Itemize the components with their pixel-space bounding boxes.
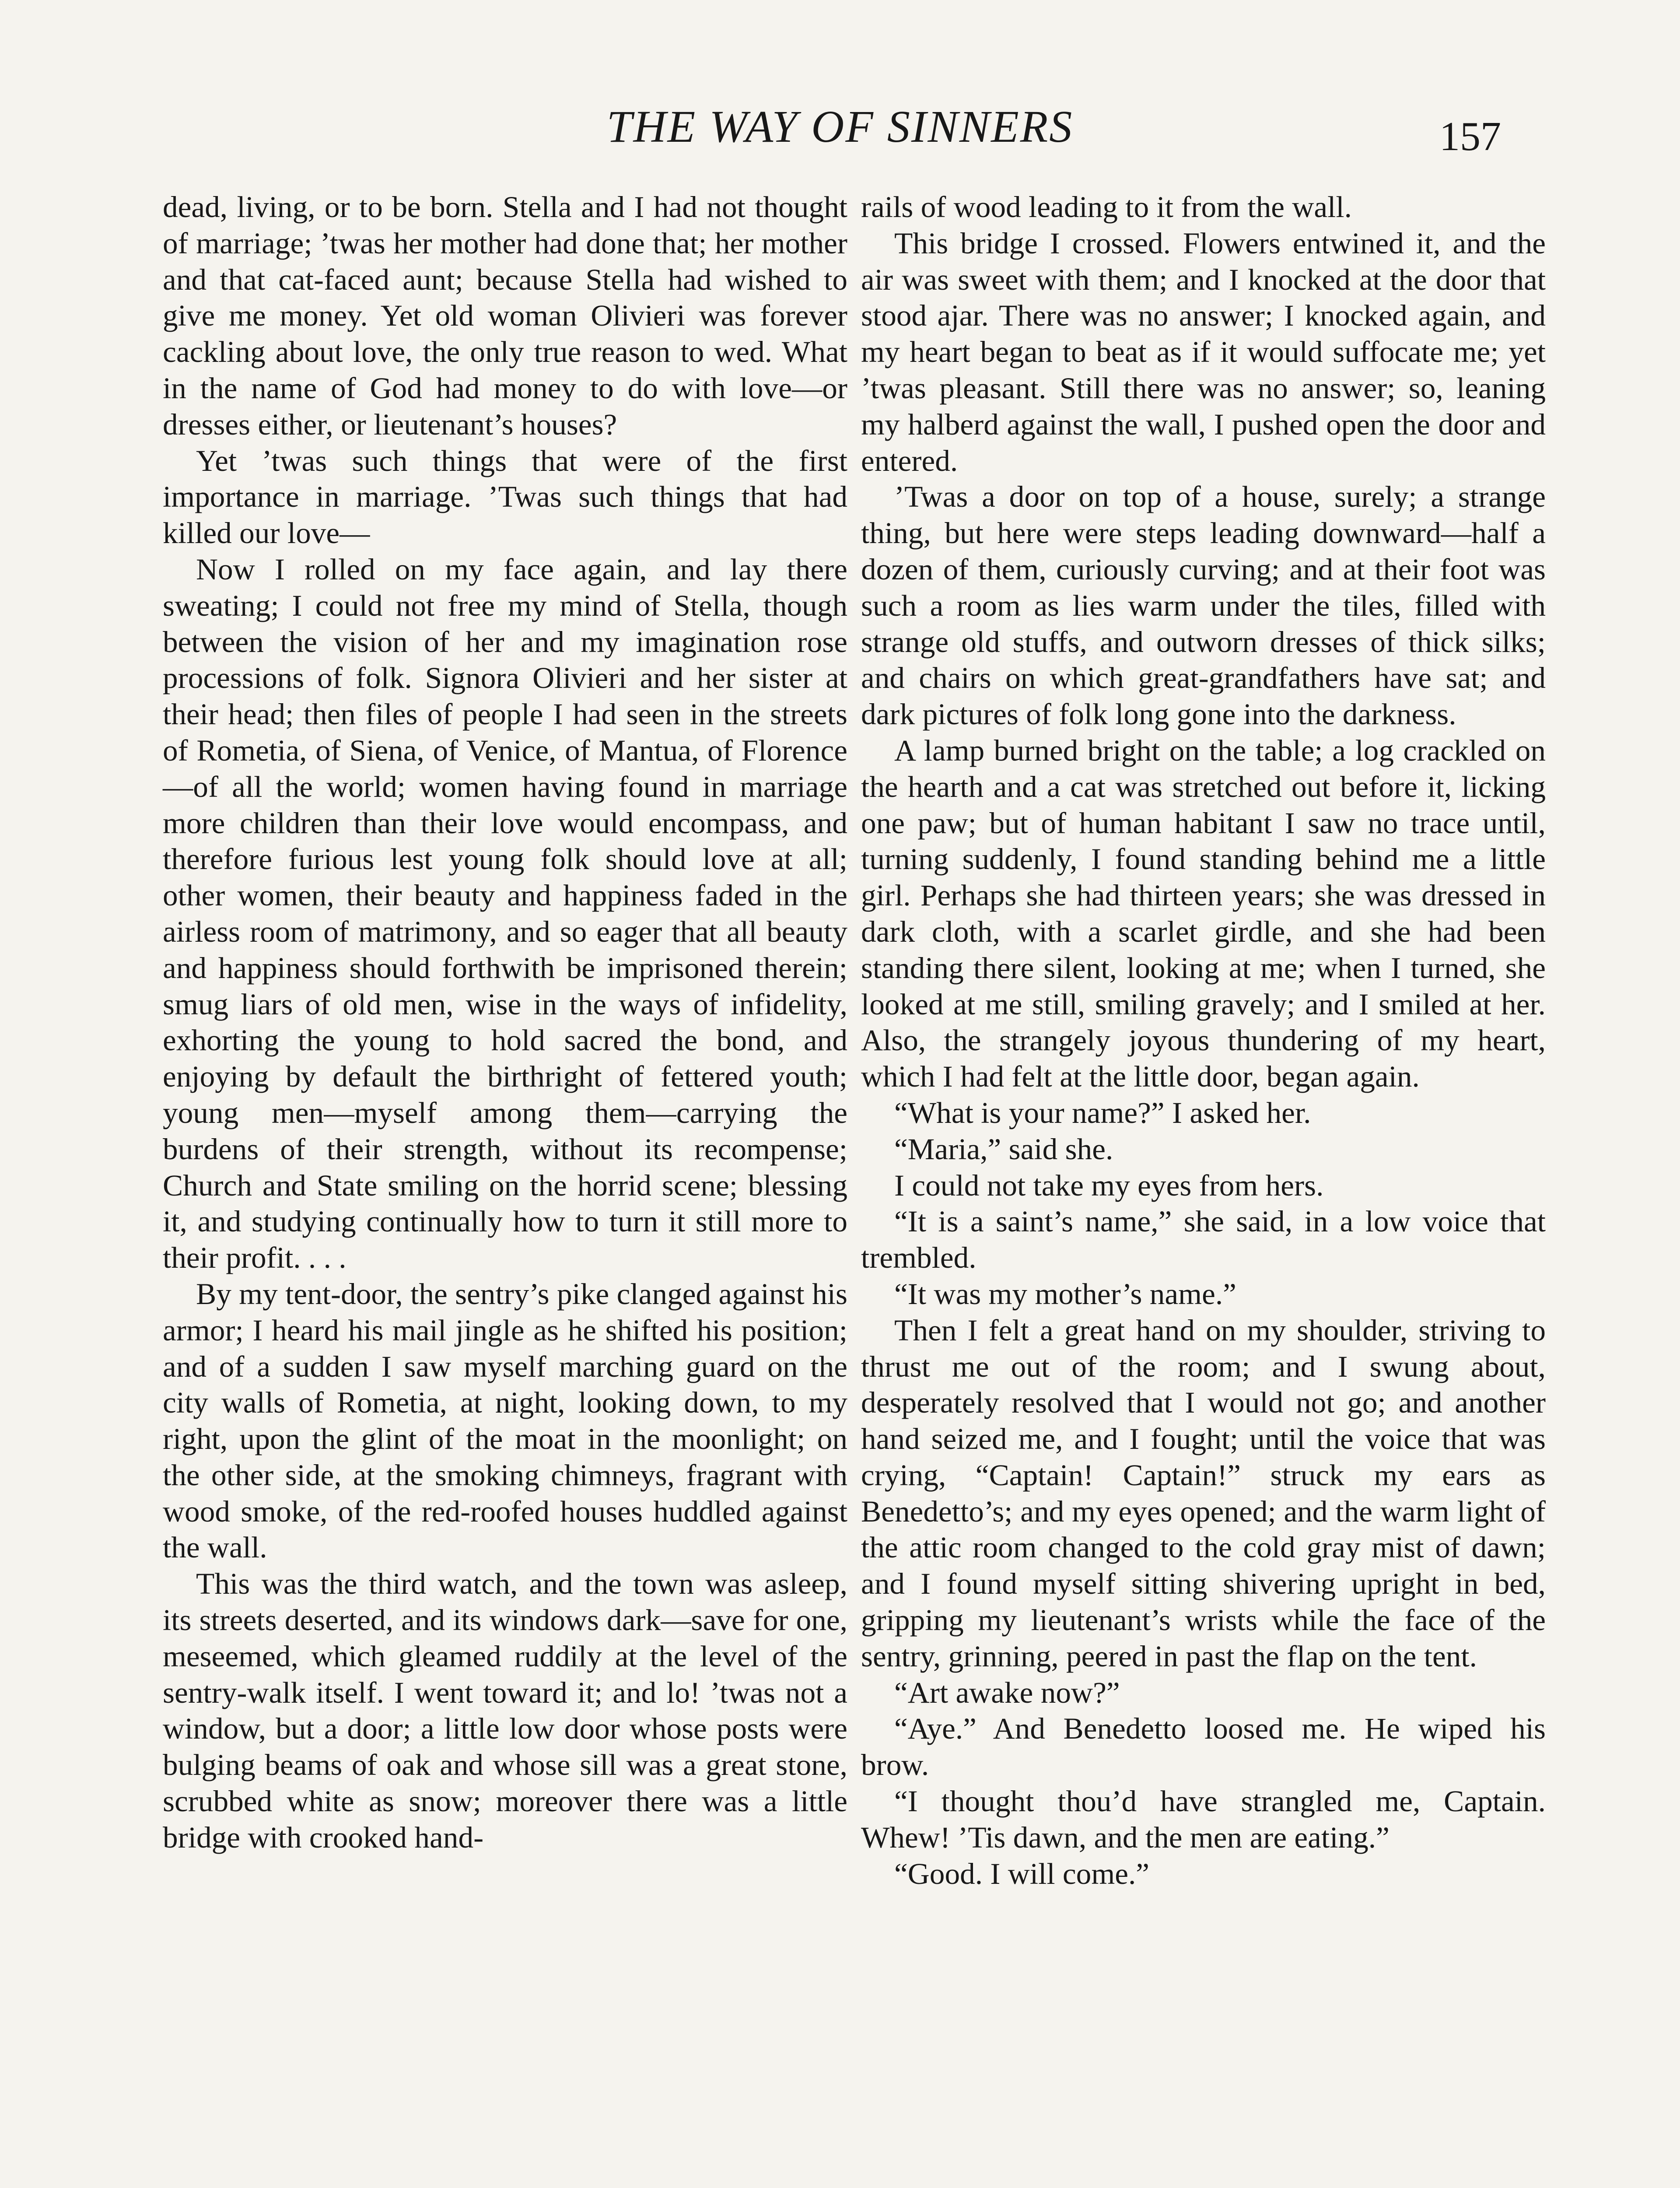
paragraph: Now I rolled on my face again, and lay there sweating; I could not free my mind of Stella, though between the vision of her and my imagination rose processions of folk. Signora Olivieri and her sister at their head; then files of people I had seen in the streets of Rometia, of Siena, of Venice, of Mantua, of Florence—of all the world; women having found in marriage more children than their love would encompass, and therefore furious lest young folk should love at all; other women, their beauty and happiness faded in the airless room of matrimony, and so eager that all beauty and happiness should forthwith be imprisoned therein; smug liars of old men, wise in the ways of infidelity, exhorting the young to hold sacred the bond, and enjoying by default the birthright of fettered youth; young men—myself among them—carrying the burdens of their strength, without its recompense; Church and State smiling on the horrid scene; blessing it, and studying continually how to turn it still more to their profit. . . . [163, 552, 847, 1275]
dialogue-line: “Good. I will come.” [894, 1856, 1150, 1890]
dialogue-line: “Art awake now?” [894, 1675, 1120, 1709]
dialogue-line: “What is your name?” I asked her. [894, 1095, 1311, 1129]
dialogue-line: “Maria,” said she. [894, 1132, 1113, 1166]
page-number: 157 [1439, 114, 1501, 159]
dialogue-line: “It was my mother’s name.” [894, 1276, 1236, 1311]
paragraph: This was the third watch, and the town was asleep, its streets deserted, and its windows dark—save for one, meseemed, which gleamed ruddily at the level of the sentry-walk itself. I went toward it; and lo! ’twas not a window, but a door; a little low door whose posts were bulging beams of oak and whose sill was a great stone, scrubbed white as snow; moreover there was a little bridge with crooked hand- [163, 1567, 847, 1854]
paragraph: By my tent-door, the sentry’s pike clanged against his armor; I heard his mail jingle as he shifted his position; and of a sudden I saw myself marching guard on the city walls of Rometia, at night, looking down, to my right, upon the glint of the moat in the moonlight; on the other side, at the smoking chimneys, fragrant with wood smoke, of the red-roofed houses huddled against the wall. [163, 1276, 847, 1564]
page-header [0, 96, 1680, 166]
dialogue-line: “It is a saint’s name,” she said, in a low voice that trembled. [861, 1204, 1546, 1275]
paragraph: A lamp burned bright on the table; a log crackled on the hearth and a cat was stretched out before it, licking one paw; but of human habitant I saw no trace until, turning suddenly, I found standing behind me a little girl. Perhaps she had thirteen years; she was dressed in dark cloth, with a scarlet girdle, and she had been standing there silent, looking at me; when I turned, she looked at me still, smiling gravely; and I smiled at her. Also, the strangely joyous thundering of my heart, which I had felt at the little door, began again. [861, 733, 1546, 1094]
text-column-left [163, 189, 847, 1856]
running-title: THE WAY OF SINNERS [606, 102, 1074, 152]
paragraph: Yet ’twas such things that were of the first importance in marriage. ’Twas such things that had killed our love— [163, 443, 847, 550]
dialogue-line: “Aye.” And Benedetto loosed me. He wiped his brow. [861, 1711, 1546, 1782]
paragraph: Then I felt a great hand on my shoulder, striving to thrust me out of the room; and I swung about, desperately resolved that I would not go; and another hand seized me, and I fought; until the voice that was crying, “Captain! Captain!” struck my ears as Benedetto’s; and my eyes opened; and the warm light of the attic room changed to the cold gray mist of dawn; and I found myself sitting shivering upright in bed, gripping my lieutenant’s wrists while the face of the sentry, grinning, peered in past the flap on the tent. [861, 1313, 1546, 1673]
paragraph: dead, living, or to be born. Stella and I had not thought of marriage; ’twas her mother had done that; her mother and that cat-faced aunt; because Stella had wished to give me money. Yet old woman Olivieri was forever cackling about love, the only true reason to wed. What in the name of God had money to do with love—or dresses either, or lieutenant’s houses? [163, 190, 847, 441]
paragraph: ’Twas a door on top of a house, surely; a strange thing, but here were steps leading downward—half a dozen of them, curiously curving; and at their foot was such a room as lies warm under the tiles, filled with strange old stuffs, and outworn dresses of thick silks; and chairs on which great-grandfathers have sat; and dark pictures of folk long gone into the darkness. [861, 480, 1546, 731]
paragraph: rails of wood leading to it from the wall. [861, 190, 1352, 224]
paragraph: This bridge I crossed. Flowers entwined it, and the air was sweet with them; and I knocked at the door that stood ajar. There was no answer; I knocked again, and my heart began to beat as if it would suffocate me; yet ’twas pleasant. Still there was no answer; so, leaning my halberd against the wall, I pushed open the door and entered. [861, 226, 1546, 477]
paragraph: I could not take my eyes from hers. [894, 1168, 1324, 1202]
text-column-right [861, 189, 1546, 1892]
dialogue-line: “I thought thou’d have strangled me, Captain. Whew! ’Tis dawn, and the men are eating.” [861, 1784, 1546, 1854]
